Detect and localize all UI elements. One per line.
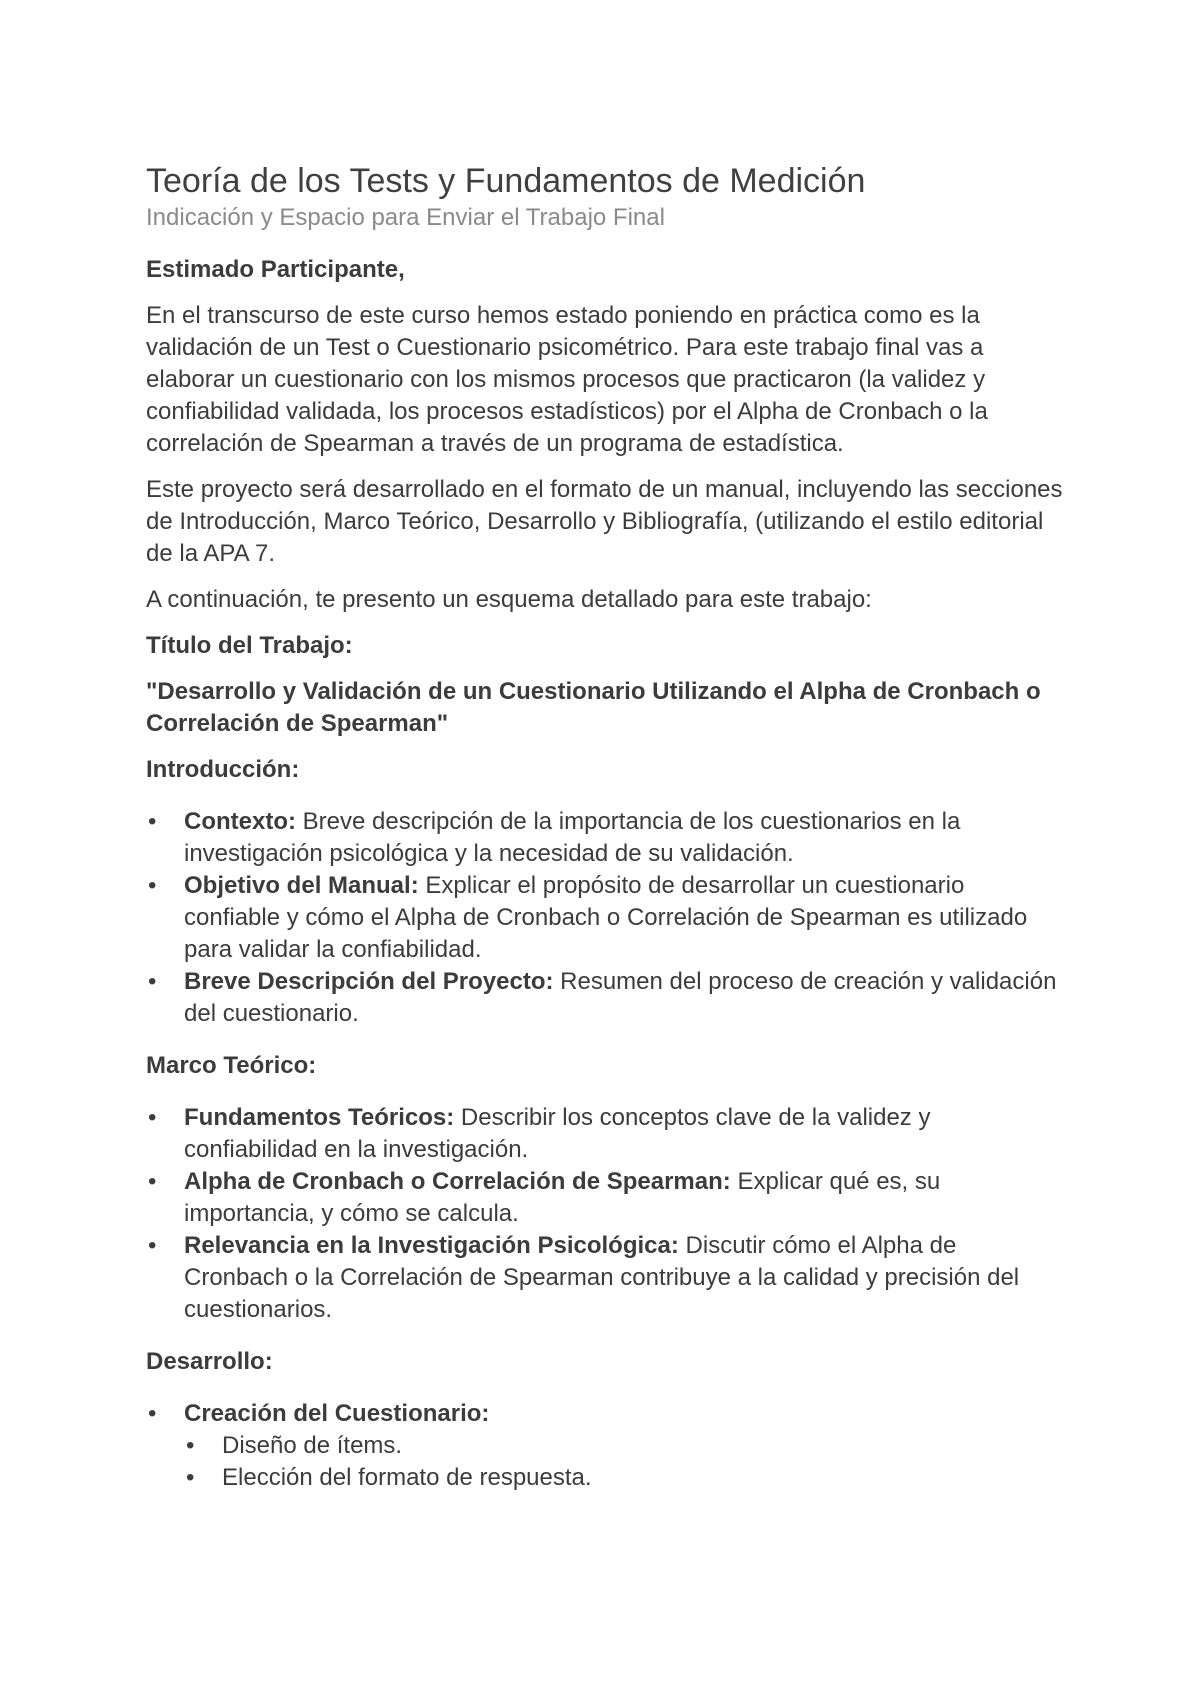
bullet-icon: • bbox=[148, 1104, 157, 1131]
item-text: Explicar qué es, su importancia, y cómo se calcula. bbox=[184, 1168, 941, 1227]
sub-item-text: Elección del formato de respuesta. bbox=[222, 1464, 592, 1491]
introduction-list bbox=[146, 806, 1066, 1030]
bullet-icon: • bbox=[148, 1400, 157, 1427]
list-item bbox=[146, 1166, 1066, 1230]
item-label: Creación del Cuestionario: bbox=[184, 1400, 490, 1427]
document-title: Teoría de los Tests y Fundamentos de Medición bbox=[146, 162, 866, 200]
paragraph-outline: A continuación, te presento un esquema detallado para este trabajo: bbox=[146, 586, 872, 613]
item-text: Resumen del proceso de creación y validación del cuestionario. bbox=[184, 968, 1057, 1027]
bullet-icon: • bbox=[148, 968, 157, 995]
item-label: Objetivo del Manual: bbox=[184, 872, 419, 899]
item-text: Discutir cómo el Alpha de Cronbach o la Correlación de Spearman contribuye a la calidad y precisión del cuestionarios. bbox=[184, 1232, 1020, 1323]
item-label: Fundamentos Teóricos: bbox=[184, 1104, 455, 1131]
item-text: Breve descripción de la importancia de los cuestionarios en la investigación psicológica y la necesidad de su validación. bbox=[184, 808, 961, 867]
bullet-icon: • bbox=[148, 1232, 157, 1259]
list-item bbox=[146, 1102, 1066, 1166]
bullet-icon: • bbox=[186, 1432, 195, 1459]
document-page bbox=[146, 160, 1066, 1514]
bullet-icon: • bbox=[148, 1168, 157, 1195]
development-sublist bbox=[184, 1430, 1066, 1494]
greeting: Estimado Participante, bbox=[146, 256, 405, 283]
item-text: Describir los conceptos clave de la validez y confiabilidad en la investigación. bbox=[184, 1104, 931, 1163]
work-title-label: Título del Trabajo: bbox=[146, 632, 353, 659]
bullet-icon: • bbox=[186, 1464, 195, 1491]
development-list bbox=[146, 1398, 1066, 1494]
theory-list bbox=[146, 1102, 1066, 1326]
bullet-icon: • bbox=[148, 872, 157, 899]
sub-list-item bbox=[184, 1462, 1066, 1494]
list-item bbox=[146, 1398, 1066, 1494]
theory-heading: Marco Teórico: bbox=[146, 1052, 317, 1079]
introduction-heading: Introducción: bbox=[146, 756, 300, 783]
sub-item-text: Diseño de ítems. bbox=[222, 1432, 403, 1459]
paragraph-format: Este proyecto será desarrollado en el formato de un manual, incluyendo las secciones de Introducción, Marco Teórico, Desarrollo y Bibliografía, (utilizando el estilo editorial de la APA 7. bbox=[146, 476, 1063, 567]
list-item bbox=[146, 1230, 1066, 1326]
item-label: Breve Descripción del Proyecto: bbox=[184, 968, 554, 995]
paragraph-intro: En el transcurso de este curso hemos estado poniendo en práctica como es la validación de un Test o Cuestionario psicométrico. Para este trabajo final vas a elaborar un cuestionario con los mismos procesos que practicaron (la validez y confiabilidad validada, los procesos estadísticos) por el Alpha de Cronbach o la correlación de Spearman a través de un programa de estadística. bbox=[146, 302, 988, 457]
list-item bbox=[146, 966, 1066, 1030]
list-item bbox=[146, 806, 1066, 870]
item-text: Explicar el propósito de desarrollar un cuestionario confiable y cómo el Alpha de Cronbach o Correlación de Spearman es utilizado para validar la confiabilidad. bbox=[184, 872, 1028, 963]
development-heading: Desarrollo: bbox=[146, 1348, 273, 1375]
item-label: Contexto: bbox=[184, 808, 296, 835]
list-item bbox=[146, 870, 1066, 966]
sub-list-item bbox=[184, 1430, 1066, 1462]
item-label: Relevancia en la Investigación Psicológica: bbox=[184, 1232, 679, 1259]
item-label: Alpha de Cronbach o Correlación de Spearman: bbox=[184, 1168, 731, 1195]
document-subtitle: Indicación y Espacio para Enviar el Trabajo Final bbox=[146, 204, 665, 231]
bullet-icon: • bbox=[148, 808, 157, 835]
work-title: "Desarrollo y Validación de un Cuestionario Utilizando el Alpha de Cronbach o Correlación de Spearman" bbox=[146, 678, 1041, 737]
